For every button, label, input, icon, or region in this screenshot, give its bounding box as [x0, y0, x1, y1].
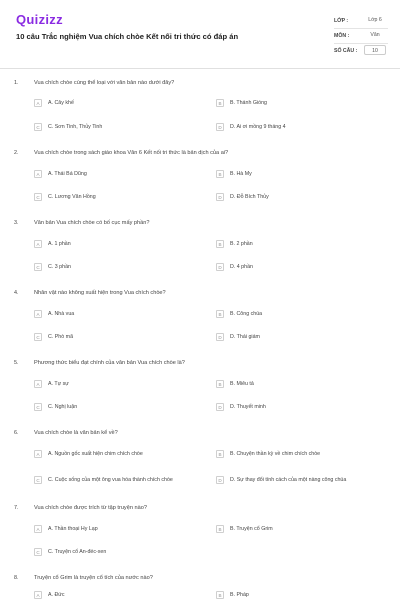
divider — [334, 28, 388, 29]
option-letter: D — [216, 333, 224, 341]
option-letter: C — [34, 333, 42, 341]
option-text: C. Sơn Tinh, Thủy Tinh — [48, 123, 103, 130]
option-text: A. Thái Bá Dũng — [48, 170, 87, 177]
option-text: B. Pháp — [230, 591, 249, 598]
option-letter: A — [34, 310, 42, 318]
option-text: B. Công chúa — [230, 310, 263, 317]
option-a[interactable] — [34, 448, 204, 460]
option-text: D. Thái giám — [230, 333, 260, 340]
option-b[interactable] — [216, 238, 392, 250]
grade-label: LỚP : — [334, 18, 349, 24]
option-text: A. Nguồn gốc xuất hiện chim chích chòe — [48, 450, 143, 457]
option-d[interactable] — [216, 331, 392, 343]
option-text: A. Cây khế — [48, 99, 74, 106]
question-text: Phương thức biểu đạt chính của văn bản Vua chích chòe là? — [34, 360, 185, 366]
question-number: 3. — [14, 220, 19, 226]
question-text: Vua chích chòe cùng thể loại với văn bản nào dưới đây? — [34, 80, 175, 86]
option-letter: B — [216, 525, 224, 533]
option-c[interactable] — [34, 331, 204, 343]
option-d[interactable] — [216, 401, 392, 413]
option-letter: D — [216, 123, 224, 131]
option-text: D. 4 phần — [230, 263, 253, 270]
option-letter: A — [34, 525, 42, 533]
count-value: 10 — [364, 45, 386, 55]
question-number: 2. — [14, 150, 19, 156]
option-b[interactable] — [216, 168, 392, 180]
option-letter: B — [216, 310, 224, 318]
option-letter: A — [34, 591, 42, 599]
option-text: B. Chuyện thần kỳ về chim chích chòe — [230, 450, 321, 457]
question-text: Văn bản Vua chích chòe có bố cục mấy phần? — [34, 220, 150, 226]
option-a[interactable] — [34, 97, 204, 109]
question-number: 6. — [14, 430, 19, 436]
option-text: D. Đỗ Bích Thủy — [230, 193, 269, 200]
question-number: 5. — [14, 360, 19, 366]
option-letter: C — [34, 548, 42, 556]
option-text: C. 3 phần — [48, 263, 71, 270]
question-number: 4. — [14, 290, 19, 296]
option-text: A. Tự sự — [48, 380, 69, 387]
option-a[interactable] — [34, 589, 204, 600]
option-d[interactable] — [216, 191, 392, 203]
option-letter: A — [34, 99, 42, 107]
option-a[interactable] — [34, 378, 204, 390]
option-letter: A — [34, 450, 42, 458]
option-text: B. Hà My — [230, 170, 252, 177]
option-c[interactable] — [34, 401, 204, 413]
option-a[interactable] — [34, 168, 204, 180]
option-b[interactable] — [216, 448, 392, 460]
option-letter: B — [216, 240, 224, 248]
option-d[interactable] — [216, 474, 392, 486]
option-text: C. Phò mã — [48, 333, 74, 340]
option-text: B. Miêu tả — [230, 380, 254, 387]
option-b[interactable] — [216, 97, 392, 109]
option-a[interactable] — [34, 238, 204, 250]
question-text: Vua chích chòe được trích từ tập truyện nào? — [34, 505, 147, 511]
subject-label: MÔN : — [334, 33, 350, 39]
option-a[interactable] — [34, 308, 204, 320]
option-b[interactable] — [216, 589, 392, 600]
option-text: D. Thuyết minh — [230, 403, 266, 410]
option-c[interactable] — [34, 261, 204, 273]
option-text: A. Thần thoại Hy Lạp — [48, 525, 98, 532]
option-letter: C — [34, 476, 42, 484]
option-c[interactable] — [34, 472, 202, 488]
option-b[interactable] — [216, 308, 392, 320]
quizizz-logo: Quizizz — [16, 12, 63, 27]
question-text: Nhân vật nào không xuất hiện trong Vua chích chòe? — [34, 290, 166, 296]
option-b[interactable] — [216, 378, 392, 390]
question-number: 7. — [14, 505, 19, 511]
option-text: B. 2 phần — [230, 240, 253, 247]
question-number: 8. — [14, 575, 19, 581]
question-text: Vua chích chòe là văn bản kể về? — [34, 430, 118, 436]
option-letter: B — [216, 170, 224, 178]
option-d[interactable] — [216, 121, 392, 133]
question-text: Vua chích chòe trong sách giáo khoa Văn 6 Kết nối tri thức là bản dịch của ai? — [34, 150, 229, 156]
option-letter: B — [216, 380, 224, 388]
grade-value: Lớp 6 — [368, 17, 382, 23]
option-text: B. Thánh Gióng — [230, 99, 268, 106]
option-text: B. Truyện cổ Grim — [230, 525, 273, 532]
header-divider — [0, 68, 400, 69]
question-number: 1. — [14, 80, 19, 86]
option-letter: B — [216, 450, 224, 458]
option-text: C. Truyện cổ An-đéc-xen — [48, 548, 107, 555]
option-letter: B — [216, 99, 224, 107]
option-text: C. Lương Văn Hồng — [48, 193, 96, 200]
option-letter: D — [216, 476, 224, 484]
option-text: A. 1 phần — [48, 240, 71, 247]
worksheet-header — [0, 0, 400, 66]
option-letter: A — [34, 380, 42, 388]
option-letter: C — [34, 403, 42, 411]
option-letter: D — [216, 263, 224, 271]
option-letter: D — [216, 403, 224, 411]
option-text: C. Nghị luận — [48, 403, 78, 410]
option-b[interactable] — [216, 523, 392, 535]
option-c[interactable] — [34, 191, 204, 203]
option-text: D. Ai ơi mồng 9 tháng 4 — [230, 123, 286, 130]
option-c[interactable] — [34, 546, 384, 558]
option-a[interactable] — [34, 523, 204, 535]
count-label: SỐ CÂU : — [334, 48, 358, 54]
option-letter: B — [216, 591, 224, 599]
option-letter: A — [34, 240, 42, 248]
option-d[interactable] — [216, 261, 392, 273]
question-text: Truyện cổ Grim là truyện cổ tích của nước nào? — [34, 575, 153, 581]
option-letter: D — [216, 193, 224, 201]
option-letter: C — [34, 193, 42, 201]
option-c[interactable] — [34, 121, 204, 133]
option-letter: A — [34, 170, 42, 178]
option-text: A. Đức — [48, 591, 65, 598]
option-letter: C — [34, 263, 42, 271]
option-letter: C — [34, 123, 42, 131]
option-text: C. Cuộc sống của một ông vua hóa thành chích chòe — [48, 476, 173, 483]
option-text: D. Sự thay đổi tính cách của một nàng công chúa — [230, 476, 347, 483]
option-text: A. Nhà vua — [48, 310, 75, 317]
subject-value: Văn — [370, 32, 380, 38]
page-title: 10 câu Trắc nghiệm Vua chích chòe Kết nối tri thức có đáp án — [16, 32, 239, 41]
divider — [334, 43, 388, 44]
